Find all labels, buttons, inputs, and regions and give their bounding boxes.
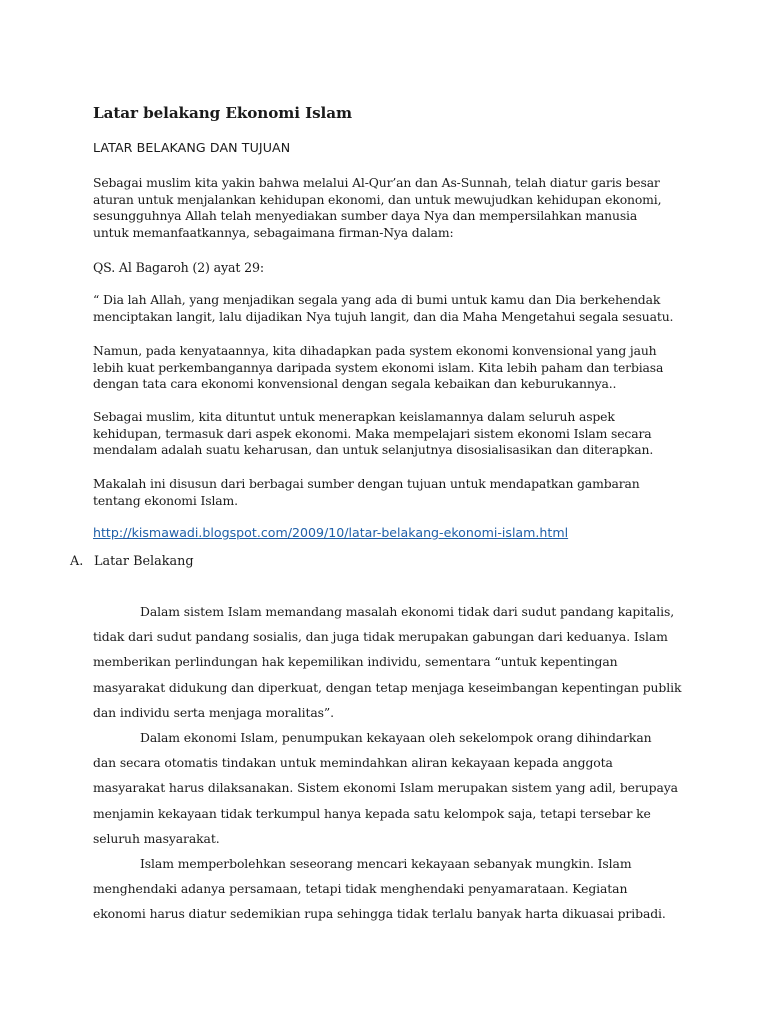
text-line: “ Dia lah Allah, yang menjadikan segala yang ada di bumi untuk kamu dan Dia berkehendak (93, 292, 661, 307)
source-link[interactable]: http://kismawadi.blogspot.com/2009/10/latar-belakang-ekonomi-islam.html (93, 525, 569, 540)
text-line: masyarakat didukung dan diperkuat, dengan tetap menjaga keseimbangan kepentingan publik (93, 679, 682, 695)
paragraph-makalah (93, 476, 683, 509)
text-line: memberikan perlindungan hak kepemilikan individu, sementara “untuk kepentingan (93, 654, 618, 670)
body-paragraph-3 (93, 851, 678, 927)
text-line: Sebagai muslim, kita dituntut untuk menerapkan keislamannya dalam seluruh aspek (93, 409, 615, 424)
text-line: menciptakan langit, lalu dijadikan Nya tujuh langit, dan dia Maha Mengetahui segala sesuatu. (93, 308, 674, 324)
section-number: A. (70, 554, 84, 569)
text-line: menjamin kekayaan tidak terkumpul hanya kepada satu kelompok saja, tetapi tersebar ke (93, 805, 651, 821)
text-line: kehidupan, termasuk dari aspek ekonomi. Maka mempelajari sistem ekonomi Islam secara (93, 425, 652, 441)
text-line: Islam memperbolehkan seseorang mencari kekayaan sebanyak mungkin. Islam (140, 856, 632, 871)
text-line: untuk memanfaatkannya, sebagaimana firman-Nya dalam: (93, 225, 454, 241)
document-subtitle: LATAR BELAKANG DAN TUJUAN (93, 140, 291, 155)
body-paragraph-1 (93, 599, 682, 725)
text-line: Sebagai muslim kita yakin bahwa melalui Al-Qur’an dan As-Sunnah, telah diatur garis besar (93, 175, 660, 190)
body-paragraph-2 (93, 725, 678, 851)
text-line: Namun, pada kenyataannya, kita dihadapkan pada system ekonomi konvensional yang jauh (93, 343, 657, 358)
section-title: Latar Belakang (94, 554, 194, 569)
text-line: tidak dari sudut pandang sosialis, dan juga tidak merupakan gabungan dari keduanya. Islam (93, 629, 668, 645)
text-line: dengan tata cara ekonomi konvensional dengan segala kebaikan dan keburukannya.. (93, 376, 617, 392)
text-line: dan individu serta menjaga moralitas”. (93, 704, 335, 720)
text-line: seluruh masyarakat. (93, 830, 220, 846)
text-line: sesungguhnya Allah telah menyediakan sumber daya Nya dan mempersilahkan manusia (93, 208, 638, 224)
text-line: ekonomi harus diatur sedemikian rupa sehingga tidak terlalu banyak harta dikuasai pribadi. (93, 906, 666, 922)
text-line: Makalah ini disusun dari berbagai sumber dengan tujuan untuk mendapatkan gambaran (93, 476, 640, 491)
section-heading (70, 553, 194, 570)
quran-reference: QS. Al Bagaroh (2) ayat 29: (93, 260, 264, 275)
text-line: menghendaki adanya persamaan, tetapi tidak menghendaki penyamarataan. Kegiatan (93, 881, 628, 897)
intro-paragraph (93, 175, 683, 242)
quote-paragraph (93, 292, 683, 325)
document-title: Latar belakang Ekonomi Islam (93, 104, 352, 122)
text-line: dan secara otomatis tindakan untuk memindahkan aliran kekayaan kepada anggota (93, 755, 613, 771)
text-line: aturan untuk menjalankan kehidupan ekonomi, dan untuk mewujudkan kehidupan ekonomi, (93, 191, 662, 207)
text-line: Dalam sistem Islam memandang masalah ekonomi tidak dari sudut pandang kapitalis, (140, 604, 675, 619)
text-line: lebih kuat perkembangannya daripada system ekonomi islam. Kita lebih paham dan terbiasa (93, 359, 664, 375)
text-line: mendalam adalah suatu keharusan, dan untuk selanjutnya disosialisasikan dan diterapkan. (93, 442, 654, 458)
paragraph-sebagai-muslim (93, 409, 683, 459)
text-line: masyarakat harus dilaksanakan. Sistem ekonomi Islam merupakan sistem yang adil, berupaya (93, 780, 678, 796)
paragraph-konvensional (93, 343, 683, 393)
text-line: tentang ekonomi Islam. (93, 492, 238, 508)
text-line: Dalam ekonomi Islam, penumpukan kekayaan oleh sekelompok orang dihindarkan (140, 730, 652, 745)
